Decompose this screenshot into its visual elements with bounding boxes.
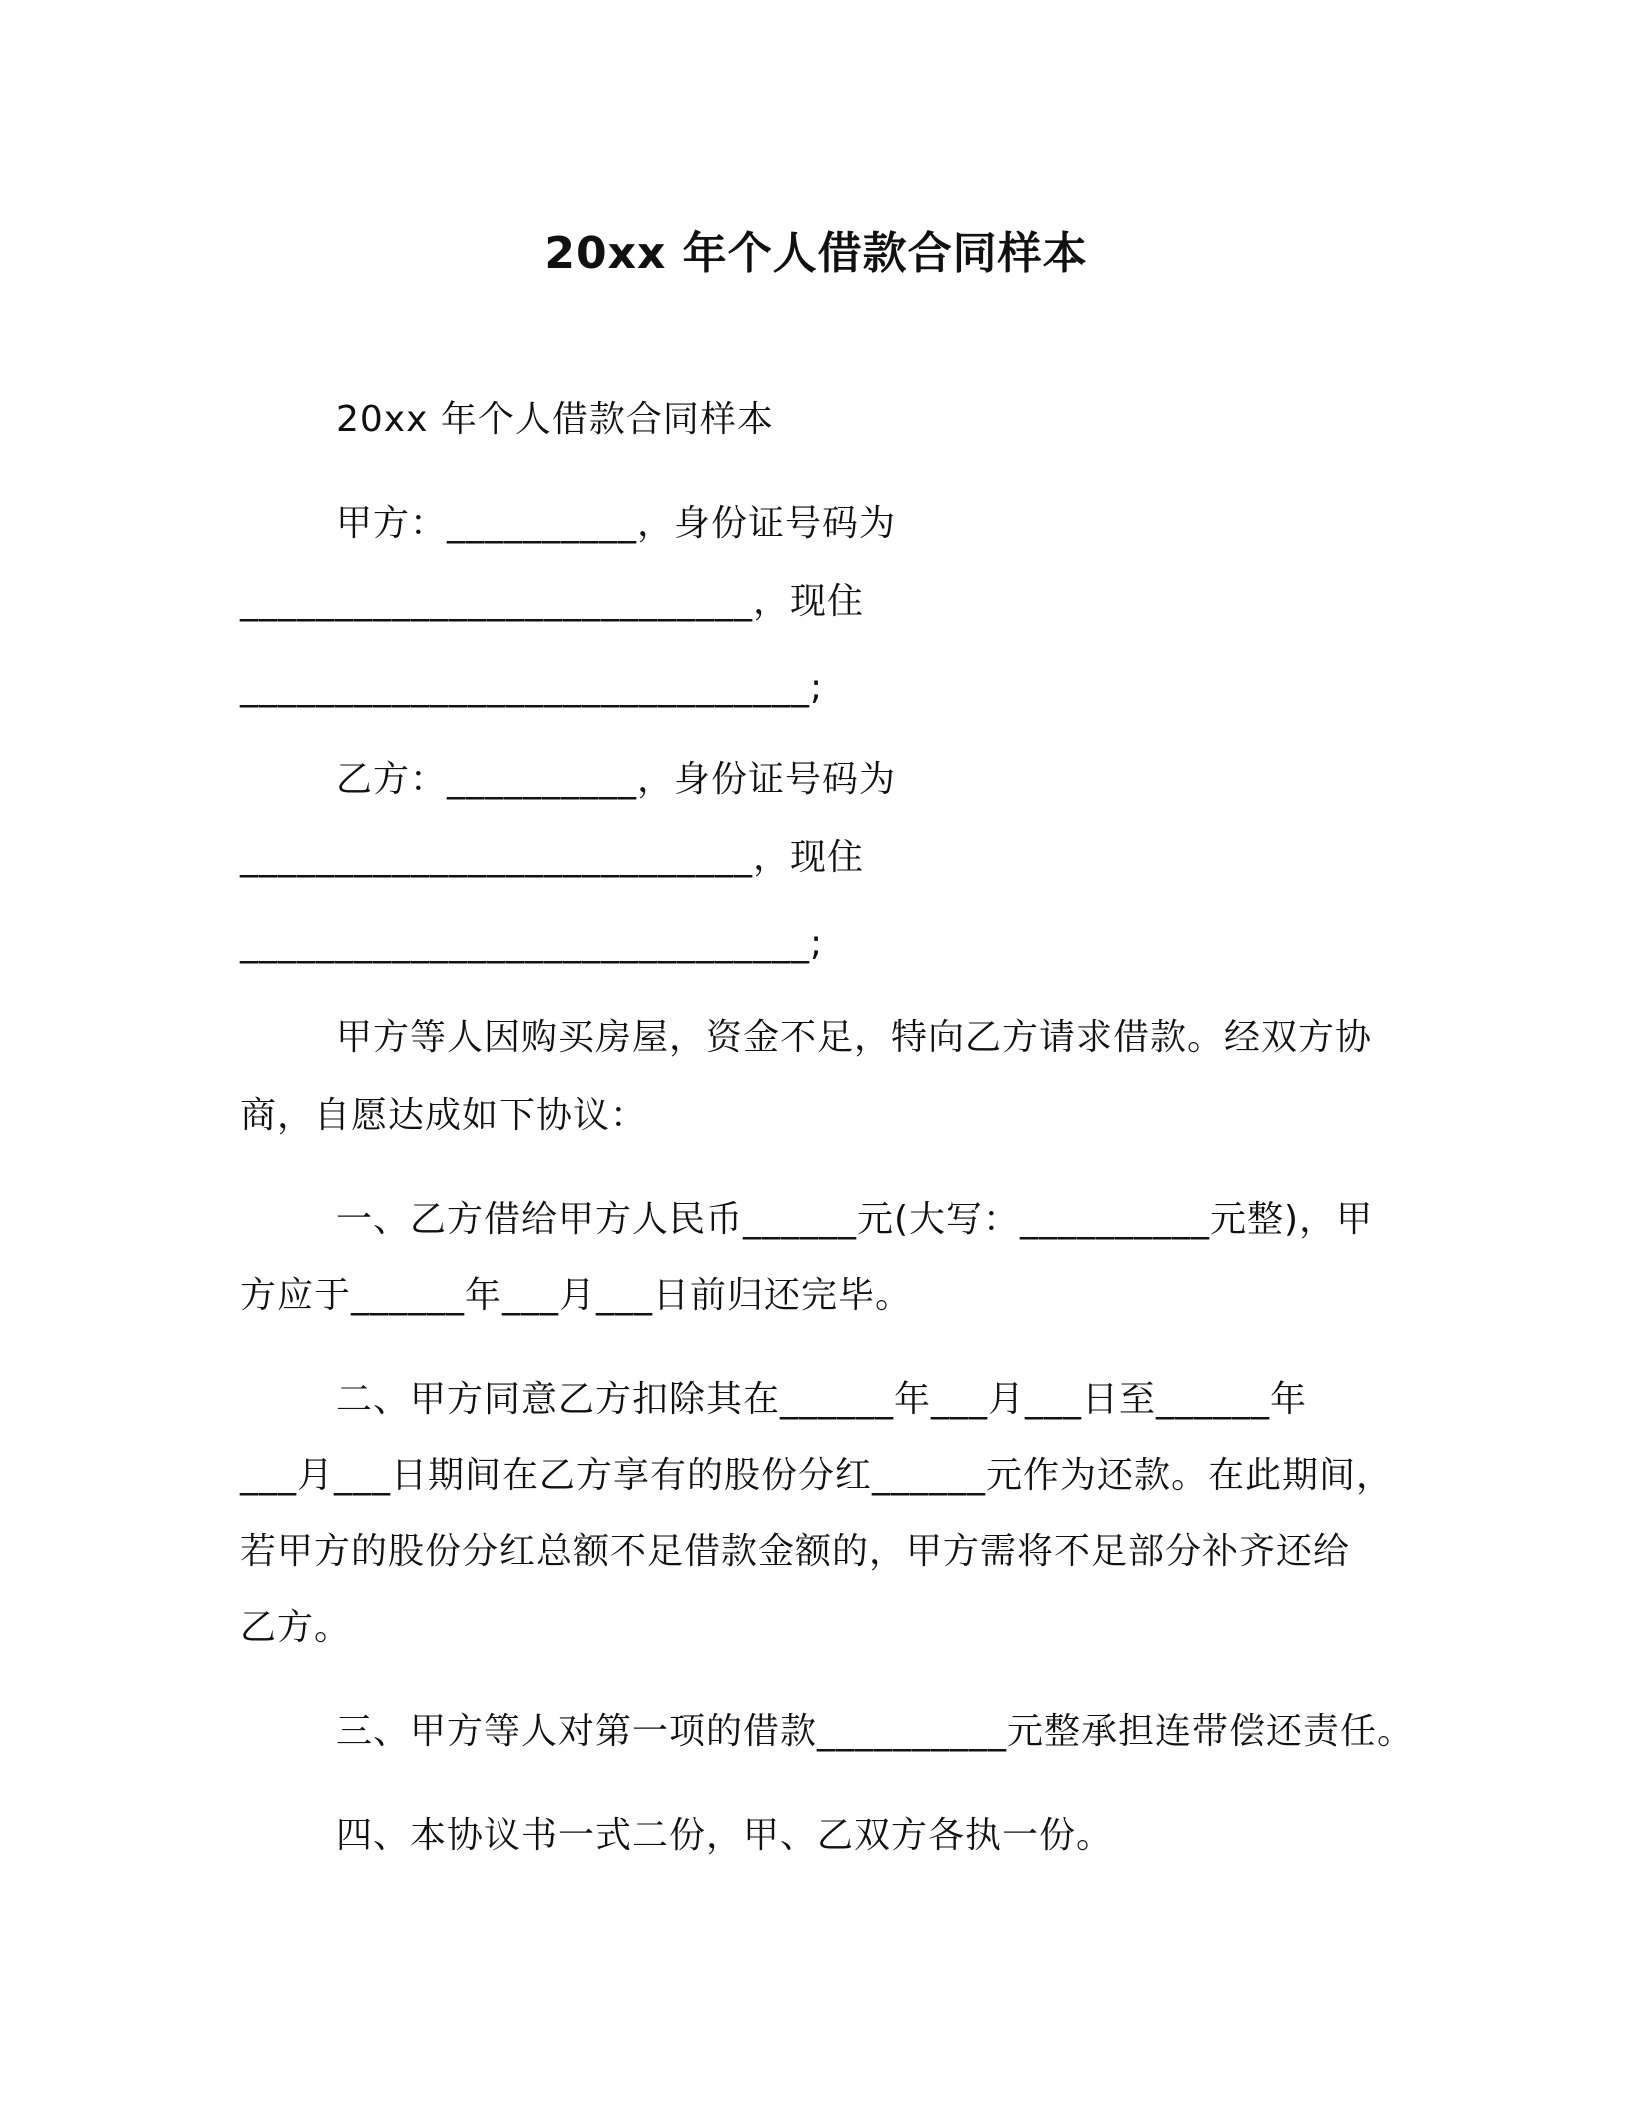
party-a-id-line: ___________________________，现住 [240,581,865,622]
document-body [240,0,1420,2112]
document-subtitle: 20xx 年个人借款合同样本 [336,399,774,440]
intro-line-2: 商，自愿达成如下协议： [240,1095,648,1136]
clause-1-line-1: 一、乙方借给甲方人民币______元(大写：__________元整)，甲 [336,1199,1374,1240]
party-b-address-line: ______________________________; [240,923,824,964]
clause-2-line-4: 乙方。 [240,1607,352,1648]
clause-4-line-1: 四、本协议书一式二份，甲、乙双方各执一份。 [336,1815,1114,1856]
party-a-name-line: 甲方：__________，身份证号码为 [336,503,897,544]
party-b-name-line: 乙方：__________，身份证号码为 [336,759,897,800]
document-title: 20xx 年个人借款合同样本 [544,228,1088,279]
clause-2-line-1: 二、甲方同意乙方扣除其在______年___月___日至______年 [336,1379,1308,1420]
clause-2-line-2: ___月___日期间在乙方享有的股份分红______元作为还款。在此期间， [240,1455,1394,1496]
clause-3-line-1: 三、甲方等人对第一项的借款__________元整承担连带偿还责任。 [336,1711,1415,1752]
clause-2-line-3: 若甲方的股份分红总额不足借款金额的，甲方需将不足部分补齐还给 [240,1531,1351,1572]
party-b-id-line: ___________________________，现住 [240,837,865,878]
intro-line-1: 甲方等人因购买房屋，资金不足，特向乙方请求借款。经双方协 [336,1017,1373,1058]
clause-1-line-2: 方应于______年___月___日前归还完毕。 [240,1275,913,1316]
party-a-address-line: ______________________________; [240,667,824,708]
